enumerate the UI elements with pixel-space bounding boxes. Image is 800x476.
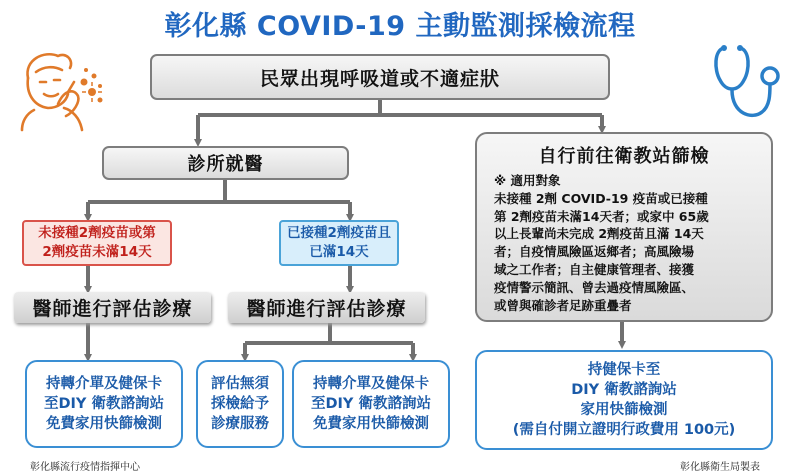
outcome-line: 診療服務 bbox=[211, 416, 269, 432]
eligibility-line: 域之工作者；自主健康管理者、接獲 bbox=[494, 261, 695, 277]
vaccinated-label-line: 已滿14天 bbox=[309, 244, 369, 260]
outcome-line: 持轉介單及健保卡 bbox=[312, 376, 429, 392]
outcome-line: 評估無須 bbox=[211, 376, 269, 392]
unvaccinated-label-line: 2劑疫苗未滿14天 bbox=[42, 244, 152, 260]
clinic-visit-box: 診所就醫 bbox=[102, 146, 349, 180]
outcome-referral-left bbox=[25, 360, 183, 448]
eligibility-line: 第 2劑疫苗未滿14天者；或家中 65歲 bbox=[494, 208, 709, 224]
doctor-assessment-left: 醫師進行評估診療 bbox=[14, 292, 211, 323]
outcome-line: 採檢給予 bbox=[211, 396, 269, 412]
unvaccinated-label bbox=[22, 220, 172, 266]
outcome-station bbox=[475, 350, 773, 450]
outcome-referral-right bbox=[292, 360, 450, 448]
outcome-line: DIY 衛教諮詢站 bbox=[571, 382, 677, 398]
eligibility-line: 疫情警示簡訊、曾去過疫情風險區、 bbox=[494, 279, 695, 295]
outcome-line: 持健保卡至 bbox=[587, 362, 661, 378]
vaccinated-label bbox=[279, 220, 399, 266]
doctor-assessment-right: 醫師進行評估診療 bbox=[228, 292, 425, 323]
outcome-line: 至DIY 衛教諮詢站 bbox=[44, 396, 164, 412]
outcome-line: 持轉介單及健保卡 bbox=[45, 376, 162, 392]
vaccinated-label-line: 已接種2劑疫苗且 bbox=[287, 225, 391, 241]
footer-source-right: 彰化縣衛生局製表 bbox=[680, 462, 760, 473]
page-title: 彰化縣 COVID-19 主動監測採檢流程 bbox=[164, 11, 636, 42]
screening-station-heading: 自行前往衛教站篩檢 bbox=[538, 146, 710, 167]
outcome-line: 至DIY 衛教諮詢站 bbox=[311, 396, 431, 412]
eligibility-line: 者；自疫情風險區返鄉者；高風險場 bbox=[494, 244, 695, 260]
outcome-line: (需自付開立證明行政費用 100元) bbox=[512, 422, 736, 438]
outcome-line: 免費家用快篩檢測 bbox=[312, 416, 429, 432]
unvaccinated-label-line: 未接種2劑疫苗或第 bbox=[38, 225, 156, 241]
eligibility-line: 或曾與確診者足跡重疊者 bbox=[494, 297, 632, 313]
footer-source-left: 彰化縣流行疫情指揮中心 bbox=[30, 462, 140, 473]
outcome-line: 家用快篩檢測 bbox=[580, 402, 668, 418]
eligibility-line: 以上長輩尚未完成 2劑疫苗且滿 14天 bbox=[494, 226, 704, 242]
screening-station-box bbox=[475, 132, 773, 322]
eligibility-subheading: ※ 適用對象 bbox=[494, 173, 561, 188]
outcome-line: 免費家用快篩檢測 bbox=[45, 416, 162, 432]
eligibility-line: 未接種 2劑 COVID-19 疫苗或已接種 bbox=[494, 190, 708, 206]
sick-person-icon bbox=[14, 48, 106, 132]
symptom-box: 民眾出現呼吸道或不適症狀 bbox=[150, 54, 610, 100]
outcome-no-testing bbox=[196, 360, 284, 448]
stethoscope-icon bbox=[708, 40, 792, 126]
